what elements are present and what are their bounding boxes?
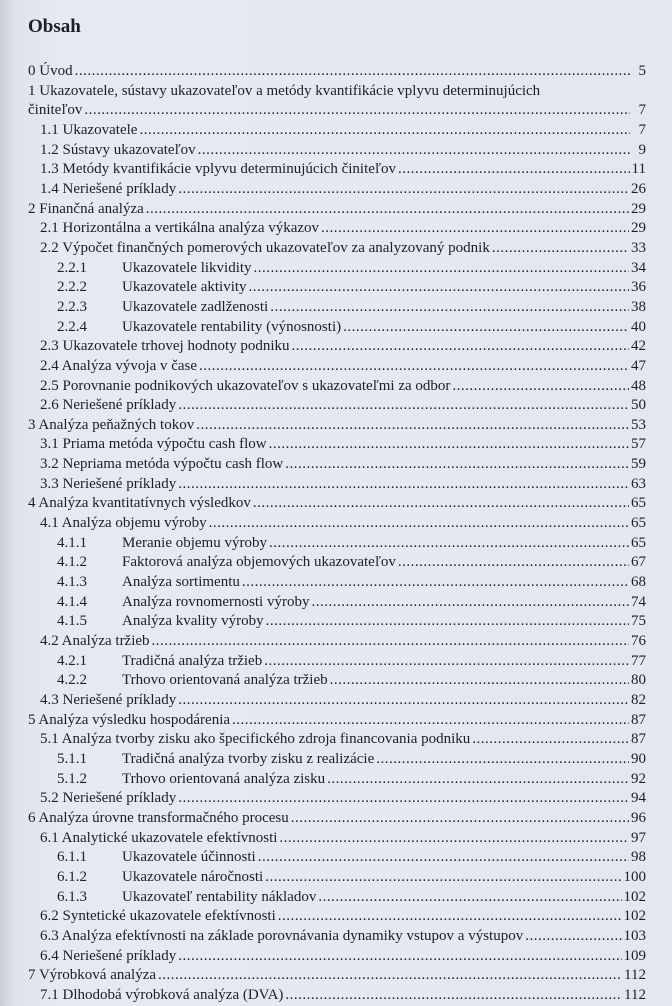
toc-entry-number: 4.1.5 [57,613,87,630]
toc-entry[interactable] [28,671,646,691]
dot-leader [285,986,622,1006]
toc-entry[interactable] [28,868,646,888]
toc-page-number: 96 [631,809,646,826]
dot-leader [525,927,621,947]
toc-entry-text: Trhovo orientovaná analýza tržieb [122,672,328,689]
toc-entry-title [57,553,396,573]
toc-entry-title: 5 Analýza výsledku hospodárenia [28,711,231,728]
dot-leader [178,180,629,200]
toc-entry-title: 2.6 Neriešené príklady [40,397,177,414]
toc-entry[interactable] [28,219,646,239]
toc-entry-title: 2.1 Horizontálna a vertikálna analýza výkazov [40,220,320,237]
toc-entry-title: 7 Výrobková analýza [28,967,157,984]
dot-leader [158,966,622,986]
dot-leader [265,868,621,888]
dot-leader [398,160,630,180]
dot-leader [232,711,629,731]
toc-entry-title: 4.3 Neriešené príklady [40,692,177,708]
toc-entry[interactable] [28,121,646,141]
dot-leader [139,121,630,141]
toc-entry[interactable] [28,612,646,632]
toc-entry[interactable] [28,691,646,711]
toc-page-number: 75 [631,613,646,630]
toc-entry[interactable] [28,573,646,593]
toc-entry[interactable] [28,947,646,967]
toc-entry-text: Ukazovatele zadlženosti [122,298,269,315]
toc-entry-title: 7.1 Dlhodobá výrobková analýza (DVA) [40,986,284,1003]
toc-entry-text: Ukazovatele aktivity [122,279,247,296]
dot-leader [376,750,629,770]
toc-entry[interactable] [28,160,646,180]
toc-entry-text: Meranie objemu výroby [122,534,267,551]
toc-entry-number: 4.2.2 [57,672,87,689]
toc-entry-title: 6.2 Syntetické ukazovatele efektívnosti [40,908,276,925]
dot-leader [178,691,629,711]
toc-entry[interactable] [28,809,646,829]
toc-entry[interactable] [28,455,646,475]
toc-entry[interactable] [28,730,646,750]
toc-entry-number: 4.1.1 [57,534,87,551]
dot-leader [269,534,629,554]
toc-page-number: 102 [623,908,646,925]
toc-entry-title: 1.1 Ukazovatele [40,121,138,138]
toc-page-number: 90 [631,750,646,767]
toc-page-number: 11 [631,161,646,178]
toc-page-number: 102 [623,888,646,905]
toc-entry[interactable] [28,514,646,534]
toc-entry-title: 5.2 Neriešené príklady [40,790,177,807]
toc-entry-number: 4.2.1 [57,652,87,669]
toc-page-number: 80 [631,672,646,689]
toc-entry[interactable] [28,141,646,161]
toc-page-number: 33 [631,239,646,256]
toc-entry[interactable] [28,200,646,220]
toc-page-number: 94 [631,790,646,807]
toc-entry-title [57,278,247,298]
toc-entry-title [57,259,252,279]
toc-entry-number: 5.1.1 [57,750,87,767]
dot-leader [291,809,629,829]
dot-leader [452,377,629,397]
toc-entry-title: 6.1 Analytické ukazovatele efektívnosti [40,829,278,846]
toc-entry[interactable] [28,278,646,298]
toc-entry-text: Faktorová analýza objemových ukazovateľov [122,554,396,571]
toc-entry-title [57,848,256,868]
toc-page-number: 82 [631,692,646,708]
toc-entry-title [57,888,316,908]
toc-entry-title [57,750,374,770]
toc-entry[interactable] [28,593,646,613]
dot-leader [258,848,629,868]
toc-entry-title [57,770,325,790]
toc-entry[interactable] [28,475,646,495]
toc-entry-text: Ukazovatele účinnosti [122,849,256,866]
toc-page-number: 87 [631,731,646,748]
dot-leader [472,730,629,750]
dot-leader [279,829,629,849]
dot-leader [285,455,629,475]
toc-entry[interactable] [28,180,646,200]
dot-leader [254,259,629,279]
dot-leader [343,318,629,338]
toc-entry-number: 6.1.1 [57,849,87,866]
toc-entry-title: 1 Ukazovatele, sústavy ukazovateľov a metódy kvantifikácie vplyvu determinujúcich [28,82,541,99]
toc-entry-title: 6.4 Neriešené príklady [40,947,177,964]
toc-entry-title [57,671,328,691]
table-of-contents [28,62,646,1006]
toc-page-number: 65 [631,515,646,532]
toc-entry-title: 0 Úvod [28,63,73,79]
toc-entry-number: 4.1.2 [57,554,87,571]
dot-leader [318,888,621,908]
dot-leader [146,200,629,220]
toc-entry-number: 6.1.3 [57,888,87,905]
toc-entry[interactable] [28,789,646,809]
toc-page-number: 112 [624,967,646,984]
toc-entry-title: 1.4 Neriešené príklady [40,180,177,197]
toc-entry[interactable] [28,711,646,731]
toc-entry-text: Ukazovateľ rentability nákladov [122,888,317,905]
toc-entry-title: 1.2 Sústavy ukazovateľov [40,141,196,158]
toc-entry-title: 3.1 Priama metóda výpočtu cash flow [40,436,267,453]
dot-leader [266,612,629,632]
toc-entry-title: 6.3 Analýza efektívnosti na základe porovnávania dynamiky vstupov a výstupov [40,927,524,944]
toc-page-number: 42 [631,338,646,355]
toc-page-number: 109 [623,947,646,964]
toc-entry-title: 2.4 Analýza vývoja v čase [40,357,198,374]
dot-leader [209,514,629,534]
toc-page-number: 98 [631,849,646,866]
toc-entry-title [57,593,309,613]
toc-page-number: 36 [631,279,646,296]
toc-page-number: 65 [631,534,646,551]
toc-entry[interactable] [28,553,646,573]
toc-page-number: 5 [638,63,646,79]
toc-page-number: 40 [631,318,646,335]
toc-entry-text: Analýza kvality výroby [122,613,264,630]
toc-entry[interactable] [28,435,646,455]
toc-entry-title: 3.2 Nepriama metóda výpočtu cash flow [40,456,284,473]
toc-entry-line [28,82,646,102]
toc-entry-title: 1.3 Metódy kvantifikácie vplyvu determinujúcich činiteľov [40,161,397,178]
toc-entry-title: 3 Analýza peňažných tokov [28,416,195,433]
dot-leader [264,652,629,672]
toc-page-number: 57 [631,436,646,453]
toc-page-number: 87 [631,711,646,728]
toc-entry[interactable] [28,888,646,908]
toc-entry[interactable] [28,377,646,397]
toc-entry-title [57,612,264,632]
dot-leader [269,435,629,455]
toc-entry-number: 4.1.3 [57,574,87,591]
dot-leader [152,632,629,652]
toc-page-number: 59 [631,456,646,473]
dot-leader [178,396,629,416]
toc-page-number: 26 [631,180,646,197]
toc-entry-title: 2 Finančná analýza [28,200,144,217]
toc-entry-text: Ukazovatele likvidity [122,259,252,276]
toc-entry-number: 2.2.3 [57,298,87,315]
toc-page-number: 74 [631,593,646,610]
toc-entry-title [57,298,268,318]
toc-entry-title: činiteľov [28,102,83,119]
dot-leader [178,947,621,967]
toc-entry[interactable] [28,62,646,82]
toc-entry[interactable] [28,986,646,1006]
toc-entry-number: 6.1.2 [57,868,87,885]
toc-entry[interactable] [28,966,646,986]
toc-entry-number: 4.1.4 [57,593,87,610]
toc-page-number: 68 [631,574,646,591]
dot-leader [249,278,629,298]
toc-entry[interactable] [28,239,646,259]
dot-leader [492,239,629,259]
toc-entry-text: Analýza sortimentu [122,574,240,591]
dot-leader [253,494,629,514]
toc-entry[interactable] [28,750,646,770]
toc-page-number: 53 [631,416,646,433]
toc-entry-text: Tradičná analýza tržieb [122,652,263,669]
toc-page-number: 7 [638,121,646,138]
toc-entry-title: 4.2 Analýza tržieb [40,633,150,650]
dot-leader [84,101,630,121]
toc-entry-number: 5.1.2 [57,770,87,787]
toc-entry[interactable] [28,396,646,416]
toc-entry[interactable] [28,652,646,672]
dot-leader [398,553,629,573]
dot-leader [311,593,629,613]
toc-page-number: 48 [631,377,646,394]
toc-entry-title [57,534,267,554]
toc-page-number: 112 [624,986,646,1003]
toc-entry-title [57,868,263,888]
toc-page-number: 92 [631,770,646,787]
toc-entry-title: 4.1 Analýza objemu výroby [40,515,207,532]
toc-entry-title: 2.2 Výpočet finančných pomerových ukazovateľov za analyzovaný podnik [40,239,490,256]
toc-entry-text: Tradičná analýza tvorby zisku z realizácie [122,750,375,767]
toc-entry[interactable] [28,770,646,790]
toc-entry[interactable] [28,298,646,318]
toc-entry[interactable] [28,829,646,849]
toc-entry-number: 2.2.1 [57,259,87,276]
dot-leader [196,416,629,436]
dot-leader [292,337,629,357]
toc-entry-title [57,573,240,593]
page-title: Obsah [28,16,81,37]
toc-page-number: 50 [631,397,646,414]
toc-page-number: 65 [631,495,646,512]
toc-entry-number: 2.2.4 [57,318,87,335]
toc-entry-title [57,652,262,672]
toc-entry-text: Trhovo orientovaná analýza zisku [122,770,326,787]
dot-leader [178,475,629,495]
toc-entry-title: 5.1 Analýza tvorby zisku ako špecifického zdroja financovania podniku [40,731,471,748]
toc-entry[interactable] [28,337,646,357]
dot-leader [198,141,630,161]
toc-entry-title: 2.5 Porovnanie podnikových ukazovateľov s ukazovateľmi za odbor [40,377,451,394]
dot-leader [321,219,629,239]
toc-entry-text: Analýza rovnomernosti výroby [122,593,310,610]
toc-page-number: 7 [638,102,646,119]
toc-entry-title: 2.3 Ukazovatele trhovej hodnoty podniku [40,338,290,355]
toc-entry[interactable] [28,416,646,436]
toc-entry-title: 3.3 Neriešené príklady [40,475,177,492]
toc-page-number: 47 [631,357,646,374]
toc-entry-number: 2.2.2 [57,279,87,296]
toc-page-number: 67 [631,554,646,571]
dot-leader [199,357,629,377]
toc-page-number: 29 [631,200,646,217]
dot-leader [242,573,629,593]
dot-leader [75,62,630,82]
toc-entry[interactable] [28,259,646,279]
toc-page-number: 103 [623,927,646,944]
dot-leader [278,907,622,927]
toc-entry[interactable] [28,494,646,514]
toc-page-number: 100 [623,868,646,885]
dot-leader [178,789,629,809]
toc-page-number: 34 [631,259,646,276]
toc-entry[interactable] [28,318,646,338]
toc-page-number: 97 [631,829,646,846]
toc-page-number: 9 [638,141,646,158]
toc-page-number: 38 [631,298,646,315]
toc-entry[interactable] [28,101,646,121]
toc-entry[interactable] [28,632,646,652]
toc-page-number: 29 [631,220,646,237]
dot-leader [270,298,629,318]
toc-entry[interactable] [28,927,646,947]
toc-page-number: 76 [631,633,646,650]
toc-entry[interactable] [28,907,646,927]
dot-leader [330,671,629,691]
toc-page-number: 77 [631,652,646,669]
toc-entry-text: Ukazovatele náročnosti [122,868,264,885]
dot-leader [327,770,629,790]
toc-page-number: 63 [631,475,646,492]
toc-entry[interactable] [28,357,646,377]
toc-entry[interactable] [28,848,646,868]
toc-entry-title: 6 Analýza úrovne transformačného procesu [28,809,289,826]
toc-entry[interactable] [28,534,646,554]
toc-entry-title: 4 Analýza kvantitatívnych výsledkov [28,495,251,512]
toc-entry-text: Ukazovatele rentability (výnosnosti) [122,318,342,335]
toc-entry-title [57,318,341,338]
